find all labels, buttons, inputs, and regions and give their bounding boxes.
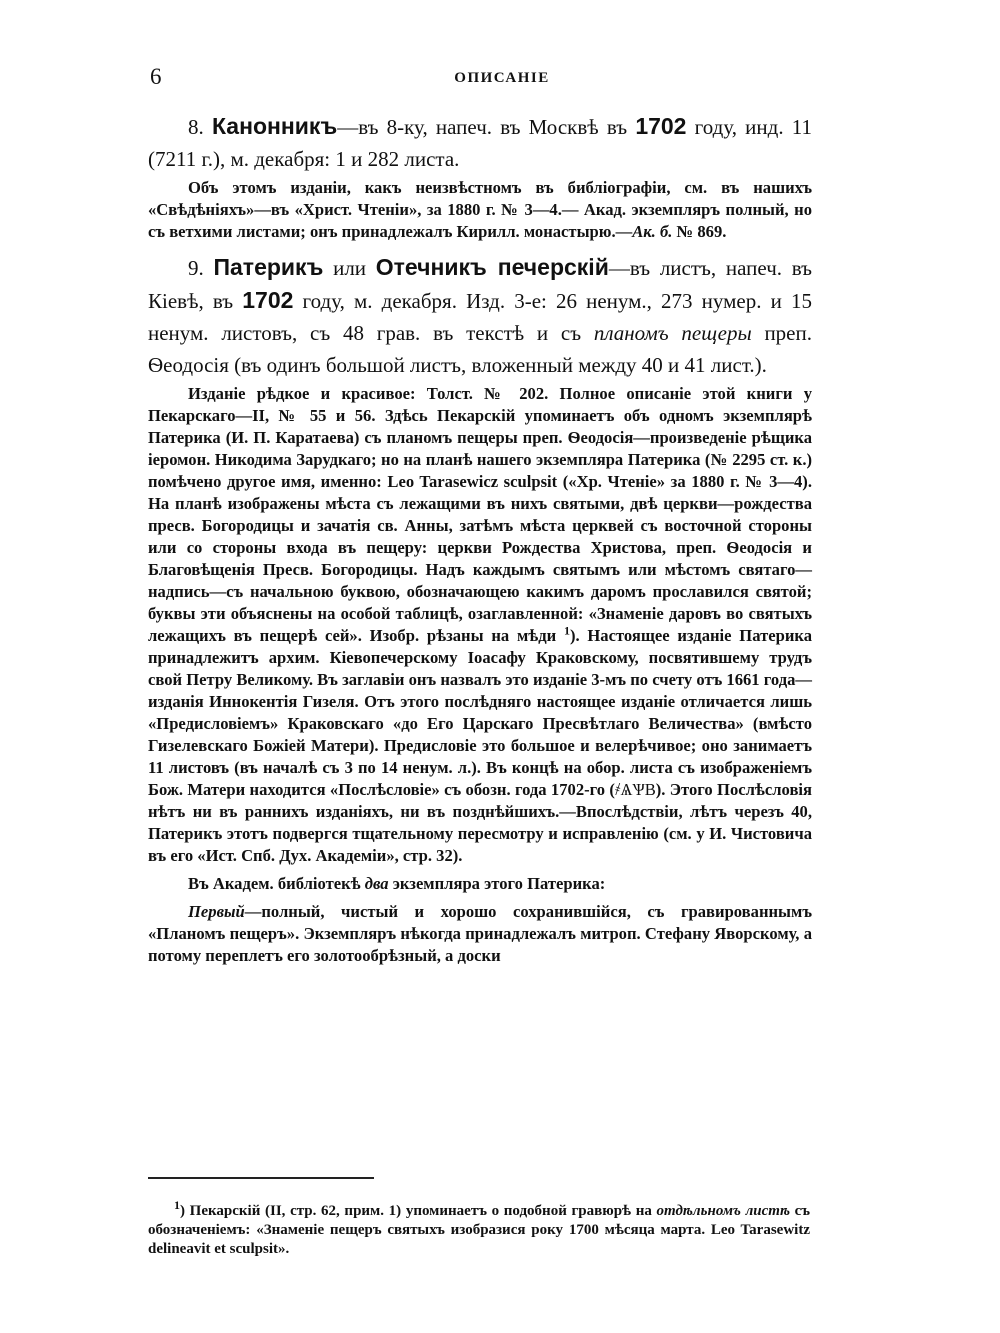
entry-text: году, инд. 11 (7211 г.), м. декабря: 1 и 282 листа. <box>148 115 813 171</box>
note-reference: Ак. б. <box>632 222 673 241</box>
entry-number: 8. <box>188 115 204 139</box>
footnote-divider <box>148 1177 374 1179</box>
note-9-copies <box>148 873 812 895</box>
page-number: 6 <box>150 64 162 89</box>
note-9 <box>148 383 812 867</box>
note-text: ). Этого Послѣсловія нѣтъ ни въ раннихъ изданіяхъ, ни въ позднѣйшихъ.—Впослѣдствіи, лѣтъ черезъ 40, Патерикъ этотъ подвергся тщательному пересмотру и исправленію (см. у И. Чистовича въ его «Ист. Спб. Дух. Академіи», стр. 32). <box>148 780 812 865</box>
note-text: Въ Академ. библіотекѣ <box>188 874 365 893</box>
footnote-text: съ обозначеніемъ: «Знаменіе пещеръ святыхъ изобразися року 1700 мѣсяца марта. Leo Tarasewitz delineavit et sculpsit». <box>148 1203 811 1257</box>
running-title: ОПИСАНІЕ <box>454 70 550 86</box>
entry-8 <box>148 110 812 175</box>
entry-9 <box>148 251 812 381</box>
footnote-text: ) Пекарскій (II, стр. 62, прим. 1) упоминаетъ о подобной гравюрѣ на <box>180 1203 657 1219</box>
note-text: экземпляра этого Патерика: <box>388 874 606 893</box>
note-italic: два <box>364 874 389 893</box>
note-9-first-copy <box>148 901 812 967</box>
footnote-marker: 1 <box>563 623 570 638</box>
note-text: Объ этомъ изданіи, какъ неизвѣстномъ въ библіографіи, см. въ нашихъ «Свѣдѣніяхъ»—въ «Христ. Чтеніи», за 1880 г. № 3—4.— Акад. экземпляръ полный, но съ ветхими листами; онъ принадлежалъ Кирилл. монастырю.— <box>148 178 812 241</box>
note-text: Изданіе рѣдкое и красивое: Толст. № 202. Полное описаніе этой книги у Пекарскаго—II, № 55 и 56. Здѣсь Пекарскій упоминаетъ объ одномъ экземплярѣ Патерика (И. П. Каратаева) съ планомъ пещеры преп. Ѳеодосія—произведеніе рѣщика іеромон. Никодима Зарудкаго; но на планѣ нашего экземпляра Патерика (№ 2295 ст. к.) помѣчено другое имя, именно: Leo Tarasewicz sculpsit («Хр. Чтеніе» за 1880 г. № 3—4). На планѣ изображены мѣста съ лежащими въ нихъ святыми, двѣ церкви—рождества пресв. Богородицы и зачатія св. Анны, затѣмъ мѣста церквей съ восточной стороны или со стороны входа въ пещеру: церкви Рождества Христова, преп. Ѳеодосія и Благовѣщенія Пресв. Богородицы. Надъ каждымъ святымъ или мѣстомъ святаго—надпись—съ начальною буквою, обозначающею какимъ даромъ прославился святой; буквы эти объяснены на особой таблицѣ, озаглавленной: «Знаменіе даровъ во святыхъ лежащихъ въ пещерѣ сей». Изобр. рѣзаны на мѣди <box>148 384 812 645</box>
entry-text: или <box>323 256 376 280</box>
footnote <box>148 1198 811 1259</box>
entry-year: 1702 <box>242 287 294 313</box>
entry-text: преп. Ѳеодосія (въ одинъ большой листъ, вложенный между 40 и 41 лист.). <box>148 321 812 377</box>
note-8 <box>148 177 812 243</box>
entry-year: 1702 <box>635 113 687 139</box>
entry-text: —въ листъ, напеч. въ Кіевѣ, въ <box>148 256 812 313</box>
entry-text: —въ 8-ку, напеч. въ Москвѣ въ <box>337 115 636 139</box>
slavonic-year: ҂ѦѰВ <box>614 780 656 799</box>
footnote-mark: 1 <box>174 1198 180 1212</box>
entry-number: 9. <box>188 256 204 280</box>
note-text: —полный, чистый и хорошо сохранившійся, съ гравированнымъ «Планомъ пещеръ». Экземпляръ нѣкогда принадлежалъ митроп. Стефану Яворскому, а потому переплетъ его золотообрѣзный, а доски <box>148 902 812 965</box>
note-text: ). Настоящее изданіе Патерика принадлежитъ архим. Кіевопечерскому Іоасафу Краковскому, посвятившему трудъ свой Петру Великому. Въ заглавіи онъ назвалъ это изданіе 3-мъ по счету отъ 1661 года—изданія Иннокентія Гизеля. Отъ этого послѣдняго настоящее изданіе отличается лишь «Предисловіемъ» Краковскаго «до Его Царскаго Пресвѣтлаго Величества» (вмѣсто Гизелевскаго Божіей Матери). Предисловіе это большое и велерѣчивое; оно занимаетъ 11 листовъ (въ началѣ съ 3 по 14 ненум. л.). Въ концѣ на обор. листа съ изображеніемъ Бож. Матери находится «Послѣсловіе» съ обозн. года 1702-го ( <box>148 626 812 799</box>
note-italic: Первый <box>188 902 245 921</box>
page-header <box>148 64 856 96</box>
footnote-italic: отдѣльномъ листѣ <box>656 1203 790 1219</box>
entry-title-alt: Отечникъ печерскій <box>375 254 609 280</box>
entry-title: Канонникъ <box>211 113 338 139</box>
entry-italic: планомъ пещеры <box>593 321 752 345</box>
page-body <box>148 110 812 973</box>
note-text: № 869. <box>672 222 727 241</box>
entry-text: году, м. декабря. Изд. 3-е: 26 ненум., 273 нумер. и 15 ненум. листовъ, съ 48 грав. въ текстѣ и съ <box>148 289 812 345</box>
entry-title: Патерикъ <box>213 254 324 280</box>
